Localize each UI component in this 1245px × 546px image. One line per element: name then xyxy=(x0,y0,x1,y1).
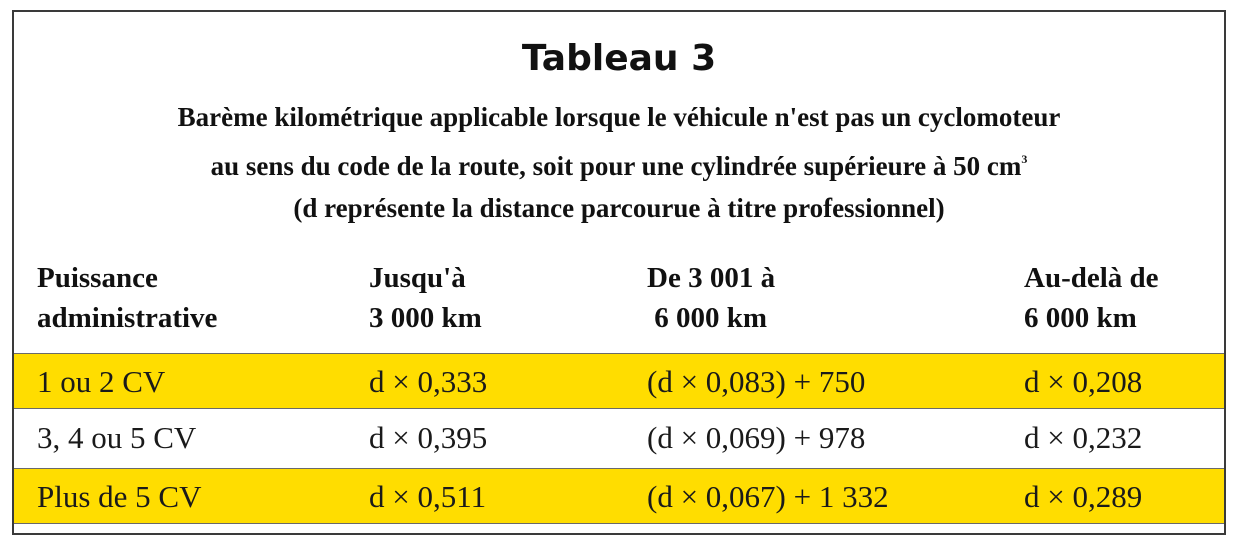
table-row xyxy=(14,410,1224,466)
cell-to-3000: d × 0,333 xyxy=(369,364,488,399)
subtitle-line-1: Barème kilométrique applicable lorsque le véhicule n'est pas un cyclomoteur xyxy=(177,102,1061,132)
cell-power: Plus de 5 CV xyxy=(37,479,202,514)
table-header-row xyxy=(14,258,1224,358)
header-3001-to-6000-line-2: 6 000 km xyxy=(647,302,768,334)
header-over-6000-line-2: 6 000 km xyxy=(1024,302,1137,334)
cell-over-6000: d × 0,232 xyxy=(1024,420,1143,455)
cell-over-6000: d × 0,289 xyxy=(1024,479,1143,514)
table-row xyxy=(14,353,1224,409)
header-to-3000-line-1: Jusqu'à xyxy=(369,262,466,294)
subtitle-line-2-text: au sens du code de la route, soit pour une cylindrée supérieure à 50 cm xyxy=(210,151,1022,181)
header-over-6000-line-1: Au-delà de xyxy=(1024,262,1159,294)
table-row xyxy=(14,468,1224,524)
table-frame xyxy=(12,10,1226,535)
header-3001-to-6000 xyxy=(647,258,775,338)
cell-3001-to-6000: (d × 0,083) + 750 xyxy=(647,364,866,399)
cell-3001-to-6000: (d × 0,069) + 978 xyxy=(647,420,866,455)
cell-over-6000: d × 0,208 xyxy=(1024,364,1143,399)
subtitle-superscript: 3 xyxy=(1021,152,1028,166)
table-subtitle xyxy=(14,96,1224,229)
header-over-6000 xyxy=(1024,258,1159,338)
header-power xyxy=(37,258,217,338)
subtitle-line-2 xyxy=(14,138,1224,187)
cell-3001-to-6000: (d × 0,067) + 1 332 xyxy=(647,479,889,514)
cell-power: 3, 4 ou 5 CV xyxy=(37,420,197,455)
header-3001-to-6000-line-1: De 3 001 à xyxy=(647,262,776,294)
header-to-3000-line-2: 3 000 km xyxy=(369,302,482,334)
subtitle-line-3: (d représente la distance parcourue à titre professionnel) xyxy=(293,193,945,223)
cell-to-3000: d × 0,395 xyxy=(369,420,488,455)
cell-power: 1 ou 2 CV xyxy=(37,364,166,399)
cell-to-3000: d × 0,511 xyxy=(369,479,487,514)
header-power-line-2: administrative xyxy=(37,302,218,334)
header-to-3000 xyxy=(369,258,482,338)
table-title: Tableau 3 xyxy=(521,38,717,79)
header-power-line-1: Puissance xyxy=(37,262,158,294)
